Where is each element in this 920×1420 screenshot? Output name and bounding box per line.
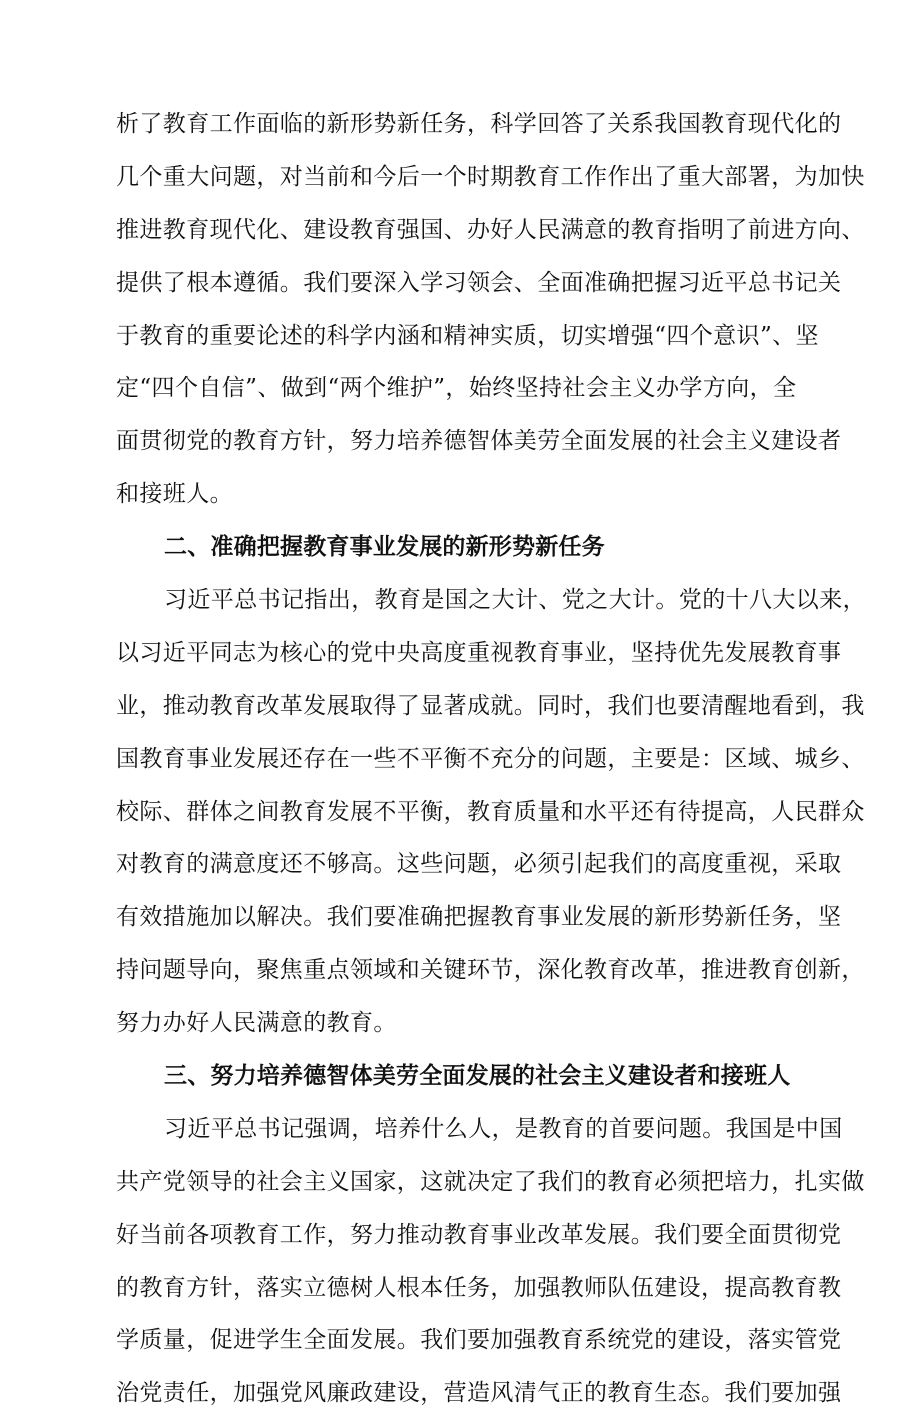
paragraph-line: 析了教育工作面临的新形势新任务，科学回答了关系我国教育现代化的 bbox=[116, 111, 842, 137]
paragraph-line: 提供了根本遵循。我们要深入学习领会、全面准确把握习近平总书记关 bbox=[116, 269, 842, 296]
paragraph-line: 推进教育现代化、建设教育强国、办好人民满意的教育指明了前进方向、 bbox=[116, 216, 865, 243]
paragraph-line: 面贯彻党的教育方针，努力培养德智体美劳全面发展的社会主义建设者 bbox=[116, 428, 842, 455]
paragraph-line: 对教育的满意度还不够高。这些问题，必须引起我们的高度重视，采取 bbox=[116, 851, 842, 878]
section-heading-2: 二、准确把握教育事业发展的新形势新任务 bbox=[164, 534, 605, 561]
paragraph-line: 好当前各项教育工作，努力推动教育事业改革发展。我们要全面贯彻党 bbox=[116, 1221, 842, 1248]
paragraph-line: 以习近平同志为核心的党中央高度重视教育事业，坚持优先发展教育事 bbox=[116, 639, 842, 666]
paragraph-line: 的教育方针，落实立德树人根本任务，加强教师队伍建设，提高教育教 bbox=[116, 1274, 842, 1301]
paragraph-line: 有效措施加以解决。我们要准确把握教育事业发展的新形势新任务，坚 bbox=[116, 904, 842, 931]
paragraph-line: 于教育的重要论述的科学内涵和精神实质，切实增强“四个意识”、坚 bbox=[116, 322, 819, 349]
paragraph-2 bbox=[116, 574, 866, 1050]
paragraph-line: 国教育事业发展还存在一些不平衡不充分的问题，主要是：区域、城乡、 bbox=[116, 745, 865, 772]
paragraph-line: 和接班人。 bbox=[116, 481, 233, 508]
paragraph-1 bbox=[116, 98, 865, 521]
paragraph-line: 校际、群体之间教育发展不平衡，教育质量和水平还有待提高，人民群众 bbox=[116, 798, 865, 825]
paragraph-line: 努力办好人民满意的教育。 bbox=[116, 1010, 397, 1037]
section-heading-3: 三、努力培养德智体美劳全面发展的社会主义建设者和接班人 bbox=[164, 1063, 791, 1090]
paragraph-line: 几个重大问题，对当前和今后一个时期教育工作作出了重大部署，为加快 bbox=[116, 163, 865, 190]
document-body bbox=[116, 98, 866, 1420]
paragraph-line: 业，推动教育改革发展取得了显著成就。同时，我们也要清醒地看到，我 bbox=[116, 692, 865, 719]
paragraph-line: 治党责任，加强党风廉政建设，营造风清气正的教育生态。我们要加强 bbox=[116, 1380, 842, 1407]
paragraph-line: 持问题导向，聚焦重点领域和关键环节，深化教育改革，推进教育创新， bbox=[116, 957, 865, 984]
paragraph-line: 学质量，促进学生全面发展。我们要加强教育系统党的建设，落实管党 bbox=[116, 1327, 842, 1354]
paragraph-line: 定“四个自信”、做到“两个维护”，始终坚持社会主义办学方向，全 bbox=[116, 375, 797, 402]
paragraph-line: 习近平总书记指出，教育是国之大计、党之大计。党的十八大以来， bbox=[164, 587, 866, 614]
paragraph-line: 习近平总书记强调，培养什么人，是教育的首要问题。我国是中国 bbox=[164, 1115, 843, 1142]
paragraph-3 bbox=[116, 1103, 865, 1420]
paragraph-line: 共产党领导的社会主义国家，这就决定了我们的教育必须把培力，扎实做 bbox=[116, 1168, 865, 1195]
